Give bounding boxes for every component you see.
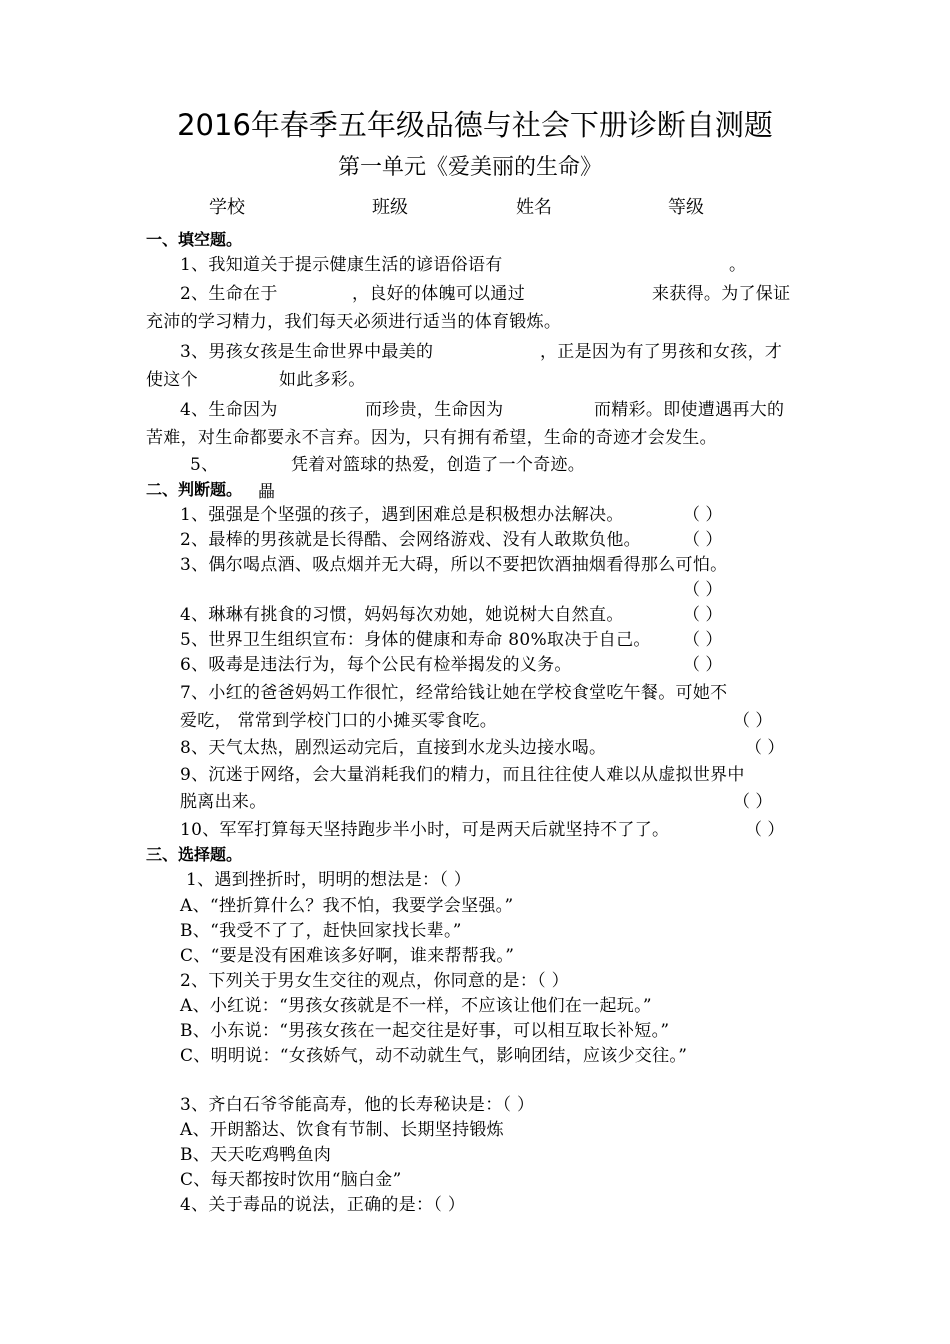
fill-q4-part2: 而珍贵，生命因为 [365,400,504,420]
fill-q4-part1: 4、生命因为 [180,400,278,420]
judge-q7-answer: （ ） [733,711,773,731]
judge-q7-line1: 7、小红的爸爸妈妈工作很忙，经常给钱让她在学校食堂吃午餐。可她不 [180,683,728,703]
judge-q6-text: 6、吸毒是违法行为，每个公民有检举揭发的义务。 [180,655,572,675]
school-label: 学校 [209,197,245,218]
judge-q8-text: 8、天气太热，剧烈运动完后，直接到水龙头边接水喝。 [180,738,607,758]
judge-q4-text: 4、琳琳有挑食的习惯，妈妈每次劝她，她说树大自然直。 [180,605,624,625]
judge-q7-line2: 爱吃， 常常到学校门口的小摊买零食吃。 [180,711,498,731]
choice-q2-option-c: C、明明说：“女孩娇气，动不动就生气，影响团结，应该少交往。” [180,1046,688,1066]
fill-q2-part1: 2、生命在于 [180,284,278,304]
choice-q1-option-a: A、“挫折算什么？我不怕，我要学会坚强。” [180,896,514,916]
fill-q3-part1: 3、男孩女孩是生命世界中最美的 [180,342,434,362]
choice-q2-option-a: A、小红说：“男孩女孩就是不一样，不应该让他们在一起玩。” [180,996,652,1016]
fill-q3-part4: 如此多彩。 [279,370,366,390]
section-choice-heading: 三、选择题。 [146,845,243,864]
fill-q4-part4: 苦难，对生命都要永不言弃。因为，只有拥有希望，生命的奇迹才会发生。 [146,428,717,448]
fill-q1-text: 1、我知道关于提示健康生活的谚语俗语有 [180,255,503,275]
judge-q4-answer: （ ） [683,605,723,625]
fill-q3-part3: 使这个 [146,370,198,390]
fill-q4-part3: 而精彩。即使遭遇再大的 [594,400,785,420]
page-title: 2016年春季五年级品德与社会下册诊断自测题 [177,108,773,142]
unit-subtitle: 第一单元《爱美丽的生命》 [337,155,602,180]
stray-mark: 畾 [258,482,275,502]
fill-q3-part2: ，正是因为有了男孩和女孩，才 [540,342,783,362]
judge-q2-answer: （ ） [683,530,723,550]
judge-q5-answer: （ ） [683,630,723,650]
judge-q9-answer: （ ） [733,792,773,812]
choice-q3-option-a: A、开朗豁达、饮食有节制、长期坚持锻炼 [180,1120,504,1140]
choice-q3-text: 3、齐白石爷爷能高寿，他的长寿秘诀是：（ ） [180,1095,535,1115]
judge-q8-answer: （ ） [745,738,785,758]
judge-q3-text: 3、偶尔喝点酒、吸点烟并无大碍，所以不要把饮酒抽烟看得那么可怕。 [180,555,728,575]
fill-q2-part3: 来获得。为了保证 [652,284,791,304]
name-label: 姓名 [516,197,552,218]
choice-q2-option-b: B、小东说：“男孩女孩在一起交往是好事，可以相互取长补短。” [180,1021,670,1041]
choice-q3-option-c: C、每天都按时饮用“脑白金” [180,1170,402,1190]
choice-q4-text: 4、关于毒品的说法，正确的是：（ ） [180,1195,466,1215]
section-fill-in-heading: 一、填空题。 [146,230,243,249]
judge-q3-answer: （ ） [683,580,723,600]
judge-q10-text: 10、军军打算每天坚持跑步半小时，可是两天后就坚持不了了。 [180,820,670,840]
judge-q5-text: 5、世界卫生组织宣布：身体的健康和寿命 80%取决于自己。 [180,630,651,650]
fill-q1-end: 。 [729,255,747,275]
fill-q5-part1: 5、 [190,455,219,475]
class-label: 班级 [372,197,408,218]
choice-q1-option-b: B、“我受不了了，赶快回家找长辈。” [180,921,462,941]
judge-q1-text: 1、强强是个坚强的孩子，遇到困难总是积极想办法解决。 [180,505,624,525]
judge-q10-answer: （ ） [745,820,785,840]
choice-q1-option-c: C、“要是没有困难该多好啊，谁来帮帮我。” [180,946,515,966]
fill-q2-part2: ，良好的体魄可以通过 [352,284,525,304]
judge-q6-answer: （ ） [683,655,723,675]
choice-q3-option-b: B、天天吃鸡鸭鱼肉 [180,1145,332,1165]
judge-q1-answer: （ ） [683,505,723,525]
section-true-false-heading: 二、判断题。 [146,480,243,499]
fill-q2-part4: 充沛的学习精力，我们每天必须进行适当的体育锻炼。 [146,312,562,332]
choice-q2-text: 2、下列关于男女生交往的观点，你同意的是：（ ） [180,971,569,991]
fill-q5-part2: 凭着对篮球的热爱，创造了一个奇迹。 [291,455,586,475]
judge-q9-line1: 9、沉迷于网络，会大量消耗我们的精力，而且往往使人难以从虚拟世界中 [180,765,745,785]
judge-q9-line2: 脱离出来。 [180,792,267,812]
judge-q2-text: 2、最棒的男孩就是长得酷、会网络游戏、没有人敢欺负他。 [180,530,641,550]
choice-q1-text: 1、遇到挫折时，明明的想法是：（ ） [186,870,472,890]
grade-label: 等级 [668,197,704,218]
